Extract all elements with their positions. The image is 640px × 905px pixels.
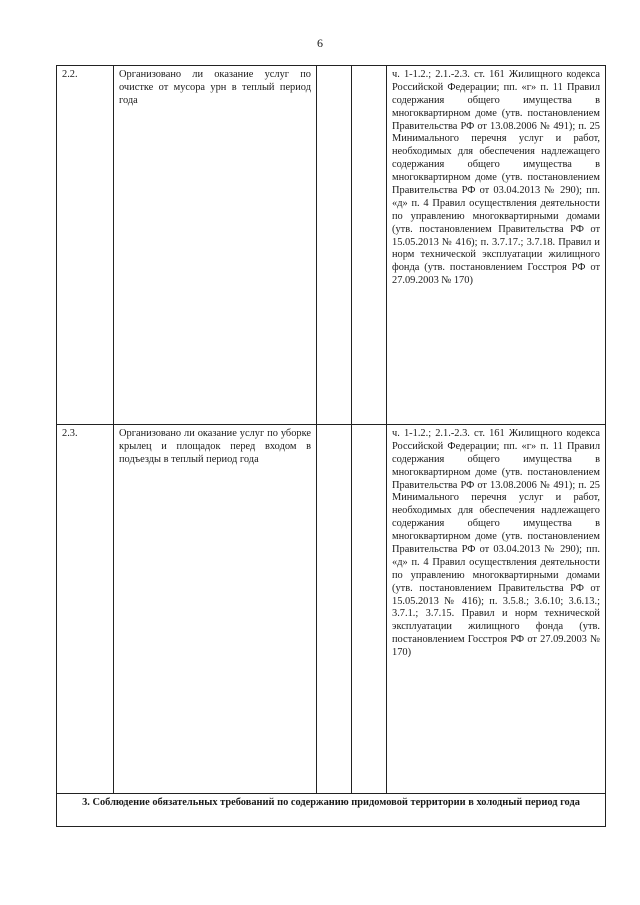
section-heading: 3. Соблюдение обязательных требований по содержанию придомовой территории в холодный период года <box>57 794 606 827</box>
page-number: 6 <box>317 36 323 50</box>
answer-no-cell <box>352 66 387 425</box>
question-text: Организовано ли оказание услуг по очистке от мусора урн в теплый период года <box>114 66 317 425</box>
legal-reference: ч. 1-1.2.; 2.1.-2.3. ст. 161 Жилищного кодекса Российской Федерации; пп. «г» п. 11 Правил содержания общего имущества в многоквартирном доме (утв. постановлением Правительства РФ от 13.08.2006 № 491); п. 25 Минимального перечня услуг и работ, необходимых для обеспечения надлежащего содержания общего имущества в многоквартирном доме (утв. постановлением Правительства РФ от 03.04.2013 № 290); пп. «д» п. 4 Правил осуществления деятельности по управлению многоквартирными домами (утв. постановлением Правительства РФ от 15.05.2013 № 416); п. 3.7.17.; 3.7.18. Правил и норм технической эксплуатации жилищного фонда (утв. постановлением Госстроя РФ от 27.09.2003 № 170) <box>387 66 606 425</box>
answer-no-cell <box>352 425 387 794</box>
answer-yes-cell <box>317 425 352 794</box>
item-number: 2.2. <box>57 66 114 425</box>
table-row <box>57 66 606 425</box>
question-text: Организовано ли оказание услуг по уборке крылец и площадок перед входом в подъезды в теплый период года <box>114 425 317 794</box>
requirements-table <box>56 65 606 827</box>
legal-reference: ч. 1-1.2.; 2.1.-2.3. ст. 161 Жилищного кодекса Российской Федерации; пп. «г» п. 11 Правил содержания общего имущества в многоквартирном доме (утв. постановлением Правительства РФ от 13.08.2006 № 491); п. 25 Минимального перечня услуг и работ, необходимых для обеспечения надлежащего содержания общего имущества в многоквартирном доме (утв. постановлением Правительства РФ от 03.04.2013 № 290); пп. «д» п. 4 Правил осуществления деятельности по управлению многоквартирными домами (утв. постановлением Правительства РФ от 15.05.2013 № 416); п. 3.5.8.; 3.6.10; 3.6.13.; 3.7.1.; 3.7.15. Правил и норм технической эксплуатации жилищного фонда (утв. постановлением Госстроя РФ от 27.09.2003 № 170) <box>387 425 606 794</box>
item-number: 2.3. <box>57 425 114 794</box>
table-row <box>57 425 606 794</box>
section-row <box>57 794 606 827</box>
answer-yes-cell <box>317 66 352 425</box>
